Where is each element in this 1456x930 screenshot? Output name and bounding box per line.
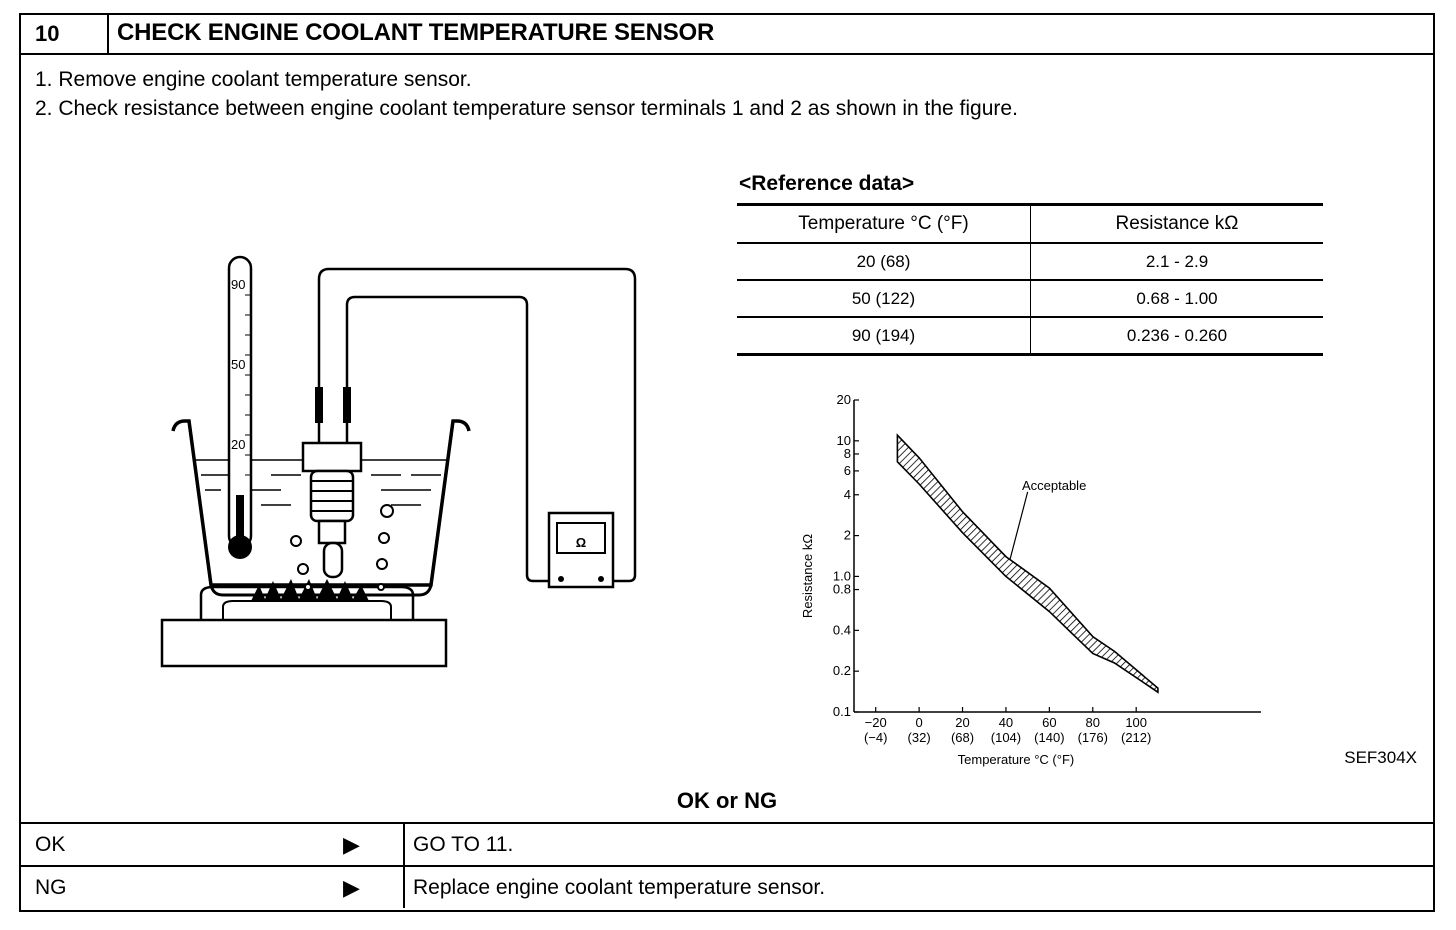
arrow-right-icon: ▶	[343, 875, 360, 900]
reference-data-title: <Reference data>	[739, 172, 915, 195]
coolant-temperature-sensor	[303, 387, 361, 577]
step-header	[21, 15, 1433, 55]
ohmmeter	[549, 513, 613, 587]
document-frame	[19, 13, 1435, 912]
y-axis-label: Resistance kΩ	[800, 533, 815, 619]
step-number: 10	[21, 15, 109, 53]
cell-resistance: 0.68 - 1.00	[1031, 280, 1324, 317]
y-tick-label: 4	[843, 486, 851, 502]
x-tick-sublabel: (104)	[990, 730, 1022, 745]
chart-annotation: Acceptable	[1021, 477, 1087, 493]
x-tick-sublabel: (140)	[1034, 730, 1065, 745]
y-tick-label: 0.2	[832, 663, 851, 679]
arrow-right-icon: ▶	[343, 832, 360, 857]
x-tick-label: 80	[1085, 715, 1101, 730]
x-tick-label: 20	[955, 715, 970, 730]
ohm-icon: Ω	[575, 535, 587, 550]
result-action-ok: GO TO 11.	[403, 824, 1433, 865]
y-tick-label: 0.1	[832, 704, 851, 719]
thermometer-mark-50: 50	[231, 357, 246, 372]
x-axis-label: Temperature °C (°F)	[957, 752, 1075, 767]
x-tick-sublabel: (32)	[907, 730, 931, 745]
table-row	[737, 243, 1323, 280]
x-tick-sublabel: (176)	[1077, 730, 1108, 745]
cell-resistance: 0.236 - 0.260	[1031, 317, 1324, 355]
thermometer-mark-20: 20	[231, 437, 246, 452]
result-row-ng	[21, 865, 1433, 908]
x-tick-sublabel: (212)	[1121, 730, 1152, 745]
cell-temperature: 50 (122)	[737, 280, 1031, 317]
y-tick-label: 0.4	[832, 622, 851, 638]
thermometer-mark-90: 90	[231, 277, 246, 292]
x-tick-label: −20	[864, 715, 887, 730]
y-tick-label: 0.8	[832, 581, 851, 597]
instruction-step-2: 2. Check resistance between engine coolant temperature sensor terminals 1 and 2 as shown in the figure.	[35, 97, 1018, 120]
ok-or-ng-prompt: OK or NG	[676, 788, 778, 813]
table-row	[737, 280, 1323, 317]
column-header-resistance: Resistance kΩ	[1031, 205, 1324, 244]
y-tick-label: 1.0	[832, 568, 851, 584]
y-tick-label: 10	[836, 432, 851, 448]
burner-base	[162, 620, 446, 666]
y-tick-label: 8	[843, 445, 851, 461]
cell-temperature: 90 (194)	[737, 317, 1031, 355]
result-label-ok: OK	[35, 833, 66, 856]
y-tick-label: 2	[843, 527, 851, 543]
cell-resistance: 2.1 - 2.9	[1031, 243, 1324, 280]
annotation-leader	[1010, 492, 1028, 560]
x-tick-label: 60	[1042, 715, 1057, 730]
instruction-step-1: 1. Remove engine coolant temperature sensor.	[35, 68, 472, 91]
x-tick-label: 0	[915, 715, 923, 730]
acceptable-band	[897, 435, 1158, 692]
y-tick-label: 6	[843, 462, 851, 478]
x-tick-sublabel: (−4)	[863, 730, 888, 745]
result-label-ng: NG	[35, 876, 67, 899]
table-header-row	[737, 205, 1323, 244]
result-action-ng: Replace engine coolant temperature sensor.	[403, 867, 1433, 908]
y-tick-label: 20	[836, 392, 851, 407]
reference-data-table	[737, 203, 1323, 356]
step-title: CHECK ENGINE COOLANT TEMPERATURE SENSOR	[117, 19, 715, 46]
test-setup-illustration	[141, 235, 621, 675]
resistance-temperature-chart	[761, 375, 1261, 775]
instruction-list	[35, 65, 1018, 123]
x-tick-sublabel: (68)	[950, 730, 975, 745]
table-row	[737, 317, 1323, 355]
column-header-temperature: Temperature °C (°F)	[737, 205, 1031, 244]
x-tick-label: 40	[998, 715, 1014, 730]
result-row-ok	[21, 822, 1433, 865]
cell-temperature: 20 (68)	[737, 243, 1031, 280]
x-tick-label: 100	[1125, 715, 1148, 730]
figure-code: SEF304X	[1344, 748, 1417, 767]
